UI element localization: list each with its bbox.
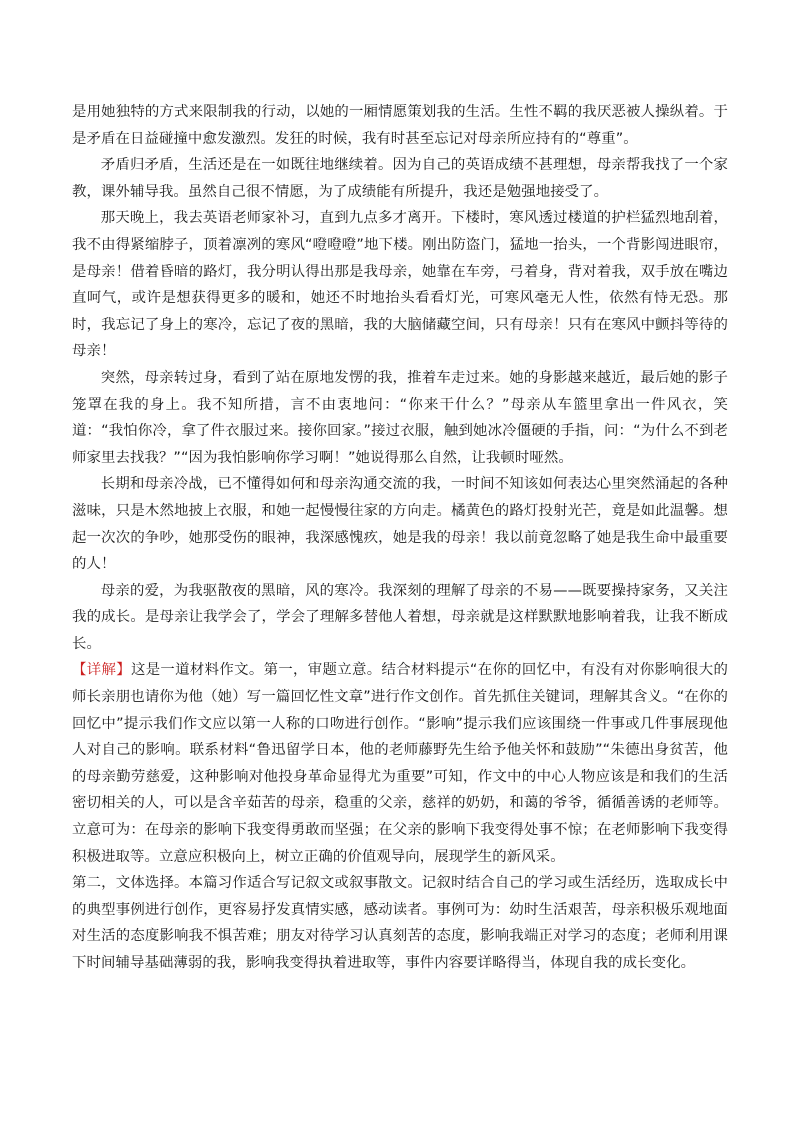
- paragraph-6: 母亲的爱，为我驱散夜的黑暗，风的寒冷。我深刻的理解了母亲的不易——既要操持家务，又关注我的成长。是母亲让我学会了，学会了理解多替他人着想，母亲就是这样默默地影响着我，让我不断成长。: [72, 582, 728, 652]
- paragraph-1: 是用她独特的方式来限制我的行动，以她的一厢情愿策划我的生活。生性不羁的我厌恶被人操纵着。于是矛盾在日益碰撞中愈发激烈。发狂的时候，我有时甚至忘记对母亲所应持有的“尊重”。: [72, 104, 728, 147]
- analysis-label: 【详解】: [72, 662, 131, 679]
- analysis-text: 这是一道材料作文。第一，审题立意。结合材料提示“在你的回忆中，有没有对你影响很大的师长亲朋也请你为他（她）写一篇回忆性文章”进行作文创作。首先抓住关键词，理解其含义。“在你的回忆中”提示我们作文应以第一人称的口吻进行创作。“影响”提示我们应该围绕一件事或几件事展现他人对自己的影响。联系材料“鲁迅留学日本，他的老师藤野先生给予他关怀和鼓励”“朱德出身贫苦，他的母亲勤劳慈爱，这种影响对他投身革命显得尤为重要”可知，作文中的中心人物应该是和我们的生活密切相关的人，可以是含辛茹苦的母亲，稳重的父亲，慈祥的奶奶，和蔼的爷爷，循循善诱的老师等。立意可为：在母亲的影响下我变得勇敢而坚强；在父亲的影响下我变得处事不惊；在老师影响下我变得积极进取等。立意应积极向上，树立正确的价值观导向，展现学生的新风采。: [72, 662, 729, 865]
- paragraph-2: 矛盾归矛盾，生活还是在一如既往地继续着。因为自己的英语成绩不甚理想，母亲帮我找了一个家教，课外辅导我。虽然自己很不情愿，为了成绩能有所提升，我还是勉强地接受了。: [72, 157, 728, 200]
- document-body: [72, 99, 728, 977]
- paragraph-3: 那天晚上，我去英语老师家补习，直到九点多才离开。下楼时，寒风透过楼道的护栏猛烈地刮着，我不由得紧缩脖子，顶着凛冽的寒风“噔噔噔”地下楼。刚出防盗门，猛地一抬头，一个背影闯进眼帘，是母亲！借着昏暗的路灯，我分明认得出那是我母亲，她靠在车旁，弓着身，背对着我，双手放在嘴边直呵气，或许是想获得更多的暖和，她还不时地抬头看看灯光，可寒风毫无人性，依然有恃无恐。那时，我忘记了身上的寒冷，忘记了夜的黑暗，我的大脑储藏空间，只有母亲！只有在寒风中颤抖等待的母亲！: [72, 210, 728, 360]
- paragraph-4: 突然，母亲转过身，看到了站在原地发愣的我，推着车走过来。她的身影越来越近，最后她的影子笼罩在我的身上。我不知所措，言不由衷地问：“你来干什么？”母亲从车篮里拿出一件风衣，笑道：“我怕你冷，拿了件衣服过来。接你回家。”接过衣服，触到她冰冷僵硬的手指，问：“为什么不到老师家里去找我？”“因为我怕影响你学习啊！”她说得那么自然，让我顿时哑然。: [72, 369, 728, 466]
- genre-paragraph: 第二，文体选择。本篇习作适合写记叙文或叙事散文。记叙时结合自己的学习或生活经历，选取成长中的典型事例进行创作，更容易抒发真情实感，感动读者。事例可为：幼时生活艰苦，母亲积极乐观地面对生活的态度影响我不惧苦难；朋友对待学习认真刻苦的态度，影响我端正对学习的态度；老师利用课下时间辅导基础薄弱的我，影响我变得执着进取等，事件内容要详略得当，体现自我的成长变化。: [72, 875, 728, 971]
- paragraph-5: 长期和母亲冷战，已不懂得如何和母亲沟通交流的我，一时间不知该如何表达心里突然涌起的各种滋味，只是木然地披上衣服，和她一起慢慢往家的方向走。橘黄色的路灯投射光芒，竟是如此温馨。想起一次次的争吵，她那受伤的眼神，我深感愧疚，她是我的母亲！我以前竟忽略了她是我生命中最重要的人！: [72, 476, 728, 573]
- analysis-paragraph: [72, 657, 728, 870]
